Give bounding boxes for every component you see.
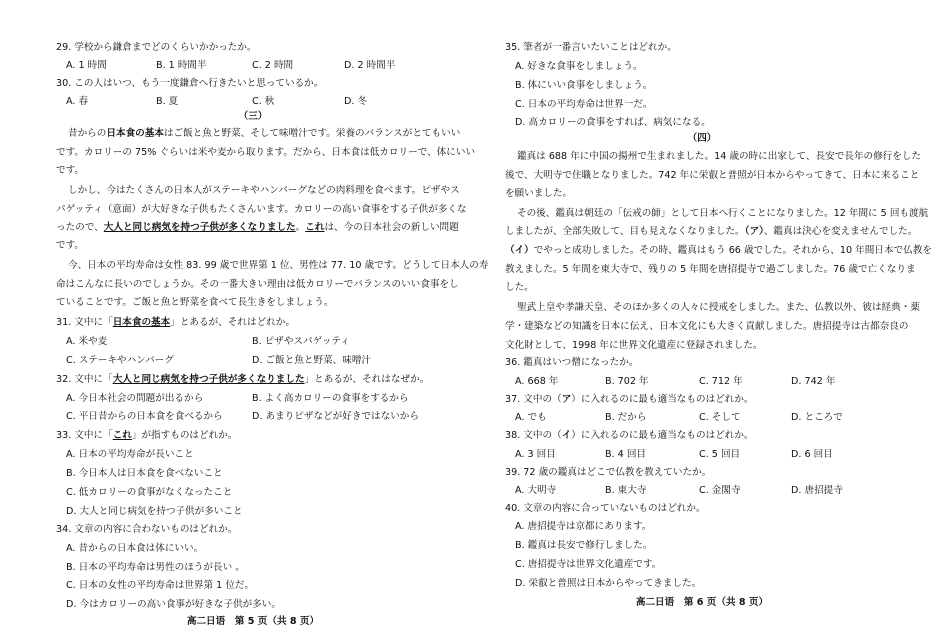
q36-stem: 36. 鑑真はいつ僧になったか。 (505, 357, 639, 368)
passage3-line: です。 (56, 240, 85, 251)
q31-option-d: D. ご飯と魚と野菜、味噌汁 (252, 355, 372, 366)
q38-option-d: D. 6 回目 (791, 449, 833, 460)
q40-option-d: D. 栄叡と普照は日本からやってきました。 (515, 578, 702, 589)
passage4-line: その後、鑑真は朝廷の「伝戒の師」として日本へ行くことになりました。12 年間に 5 回も渡航 (517, 208, 929, 219)
q38-stem: 38. 文中の（イ）に入れるのに最も適当なものはどれか。 (505, 430, 754, 441)
q38-option-c: C. 5 回目 (699, 449, 741, 460)
passage4-line: 聖武上皇や孝謙天皇、そのほか多くの人々に授戒をしました。また、仏教以外、彼は経典・薬 (517, 302, 920, 313)
q30-option-a: A. 春 (66, 96, 89, 107)
q29-option-d: D. 2 時間半 (344, 60, 396, 71)
passage3-line: ていることです。ご飯と魚と野菜を食べて長生きをしましょう。 (56, 297, 334, 308)
q35-option-d: D. 高カロリーの食事をすれば、病気になる。 (515, 117, 711, 128)
q35-option-c: C. 日本の平均寿命は世界一だ。 (515, 99, 653, 110)
q37-stem: 37. 文中の（ア）に入れるのに最も適当なものはどれか。 (505, 394, 754, 405)
key-phrase-byouki: 大人と同じ病気を持つ子供が多くなりました (103, 222, 296, 233)
q32-option-a: A. 今日本社会の問題が出るから (66, 393, 204, 404)
q29-option-a: A. 1 時間 (66, 60, 107, 71)
q39-option-d: D. 唐招提寺 (791, 485, 843, 496)
q33-option-a: A. 日本の平均寿命が長いこと (66, 449, 194, 460)
q30-option-d: D. 冬 (344, 96, 368, 107)
passage4-line: 教えました。5 年間を東大寺で、残りの 5 年間を唐招提寺で過ごしました。76 歳で亡くなりま (505, 264, 916, 275)
q40-option-b: B. 鑑真は長安で修行しました。 (515, 540, 653, 551)
passage4-line: 後で、大明寺で住職となりました。742 年に栄叡と普照が日本からやってきて、日本に来ること (505, 170, 920, 181)
q31-option-a: A. 米や麦 (66, 336, 108, 347)
q31-stem: 31. 文中に「日本食の基本」とあるが、それはどれか。 (56, 317, 295, 328)
passage3-line: です。カロリーの 75% ぐらいは米や麦から取ります。だから、日本食は低カロリーで、体にいい (56, 147, 476, 158)
key-phrase-kore: これ (305, 222, 325, 233)
q38-option-a: A. 3 回目 (515, 449, 556, 460)
passage4-line: （イ）でやっと成功しました。その時、鑑真はもう 66 歳でした。それから、10 年間日本で仏教を (505, 245, 932, 256)
q40-option-a: A. 唐招提寺は京都にあります。 (515, 521, 652, 532)
q39-option-a: A. 大明寺 (515, 485, 557, 496)
q40-stem: 40. 文章の内容に合っていないものはどれか。 (505, 503, 706, 514)
passage3-line: しかし、今はたくさんの日本人がステーキやハンバーグなどの肉料理を食べます。ピザやス (68, 185, 460, 196)
q33-option-c: C. 低カロリーの食事がなくなったこと (66, 487, 233, 498)
q36-option-b: B. 702 年 (605, 376, 649, 387)
section-4-heading: （四） (687, 133, 717, 144)
q34-option-a: A. 昔からの日本食は体にいい。 (66, 543, 204, 554)
passage4-line: した。 (505, 282, 534, 293)
q37-option-b: B. だから (605, 412, 647, 423)
q37-option-c: C. そして (699, 412, 741, 423)
passage4-line: 学・建築などの知識を日本に伝え、日本文化にも大きく貢献しました。唐招提寺は古都奈良の (505, 321, 909, 332)
q32-stem: 32. 文中に「大人と同じ病気を持つ子供が多くなりました」とあるが、それはなぜか。 (56, 374, 430, 385)
passage4-line: 鑑真は 688 年に中国の揚州で生まれました。14 歳の時に出家して、長安で長年の修行をした (517, 151, 922, 162)
passage3-line: 命はこんなに長いのでしょうか。その一番大きい理由は低カロリーでバランスのいい食事をし (56, 279, 459, 290)
q30-option-c: C. 秋 (252, 96, 275, 107)
left-page (56, 0, 489, 631)
key-phrase-nihonshoku: 日本食の基本 (106, 128, 164, 139)
q35-option-a: A. 好きな食事をしましょう。 (515, 61, 643, 72)
q30-option-b: B. 夏 (156, 96, 179, 107)
q32-option-d: D. あまりピザなどが好きではないから (252, 411, 419, 422)
q34-option-c: C. 日本の女性の平均寿命は世界第 1 位だ。 (66, 580, 255, 591)
q35-stem: 35. 筆者が一番言いたいことはどれか。 (505, 42, 677, 53)
passage4-line: を願いました。 (505, 188, 573, 199)
passage3-line: です。 (56, 165, 85, 176)
q29-option-c: C. 2 時間 (252, 60, 294, 71)
q38-option-b: B. 4 回目 (605, 449, 647, 460)
q36-option-a: A. 668 年 (515, 376, 559, 387)
q36-option-c: C. 712 年 (699, 376, 743, 387)
page-footer-right: 高二日语 第 6 页（共 8 页） (635, 597, 769, 608)
q32-option-b: B. よく高カロリーの食事をするから (252, 393, 409, 404)
q33-option-b: B. 今日本人は日本食を食べないこと (66, 468, 223, 479)
page-footer-left: 高二日语 第 5 页（共 8 页） (186, 616, 320, 627)
q33-stem: 33. 文中に「これ」が指すものはどれか。 (56, 430, 238, 441)
q39-option-c: C. 金閣寺 (699, 485, 741, 496)
passage3-line: パゲッティ（意面）が大好きな子供もたくさんいます。カロリーの高い食事をする子供が多くな (56, 204, 467, 215)
q34-option-d: D. 今はカロリーの高い食事が好きな子供が多い。 (66, 599, 281, 610)
passage4-line: しましたが、全部失敗して、目も見えなくなりました。（ア）、鑑真は決心を変えませんでした。 (505, 226, 918, 237)
q40-option-c: C. 唐招提寺は世界文化遺産です。 (515, 559, 662, 570)
q29-option-b: B. 1 時間半 (156, 60, 207, 71)
q30-stem: 30. この人はいつ、もう一度鎌倉へ行きたいと思っているか。 (56, 78, 324, 89)
right-page (505, 0, 932, 631)
passage3-line: ったので、大人と同じ病気を持つ子供が多くなりました。これは、今の日本社会の新しい問題 (56, 222, 459, 233)
q39-stem: 39. 72 歳の鑑真はどこで仏教を教えていたか。 (505, 467, 712, 478)
q32-option-c: C. 平日昔からの日本食を食べるから (66, 411, 223, 422)
blank-a-marker: （ア） (744, 226, 764, 237)
passage3-line: 今、日本の平均寿命は女性 83. 99 歳で世界第 1 位、男性は 77. 10 歳です。どうして日本人の寿 (68, 260, 489, 271)
q35-option-b: B. 体にいい食事をしましょう。 (515, 80, 653, 91)
passage4-line: 文化財として、1998 年に世界文化遺産に登録されました。 (505, 340, 763, 351)
q31-option-b: B. ピザやスパゲッティ (252, 336, 350, 347)
blank-i-marker: （イ） (505, 245, 534, 256)
q37-option-a: A. でも (515, 412, 547, 423)
q34-stem: 34. 文章の内容に合わないものはどれか。 (56, 524, 238, 535)
q34-option-b: B. 日本の平均寿命は男性のほうが長い 。 (66, 562, 245, 573)
q29-stem: 29. 学校から鎌倉までどのくらいかかったか。 (56, 42, 257, 53)
q39-option-b: B. 東大寺 (605, 485, 647, 496)
q31-option-c: C. ステーキやハンバーグ (66, 355, 174, 366)
q36-option-d: D. 742 年 (791, 376, 836, 387)
q37-option-d: D. ところで (791, 412, 843, 423)
passage3-line: 昔からの日本食の基本はご飯と魚と野菜、そして味噌汁です。栄養のバランスがとてもいい (68, 128, 461, 139)
section-3-heading: （三） (238, 111, 268, 122)
q33-option-d: D. 大人と同じ病気を持つ子供が多いこと (66, 506, 243, 517)
